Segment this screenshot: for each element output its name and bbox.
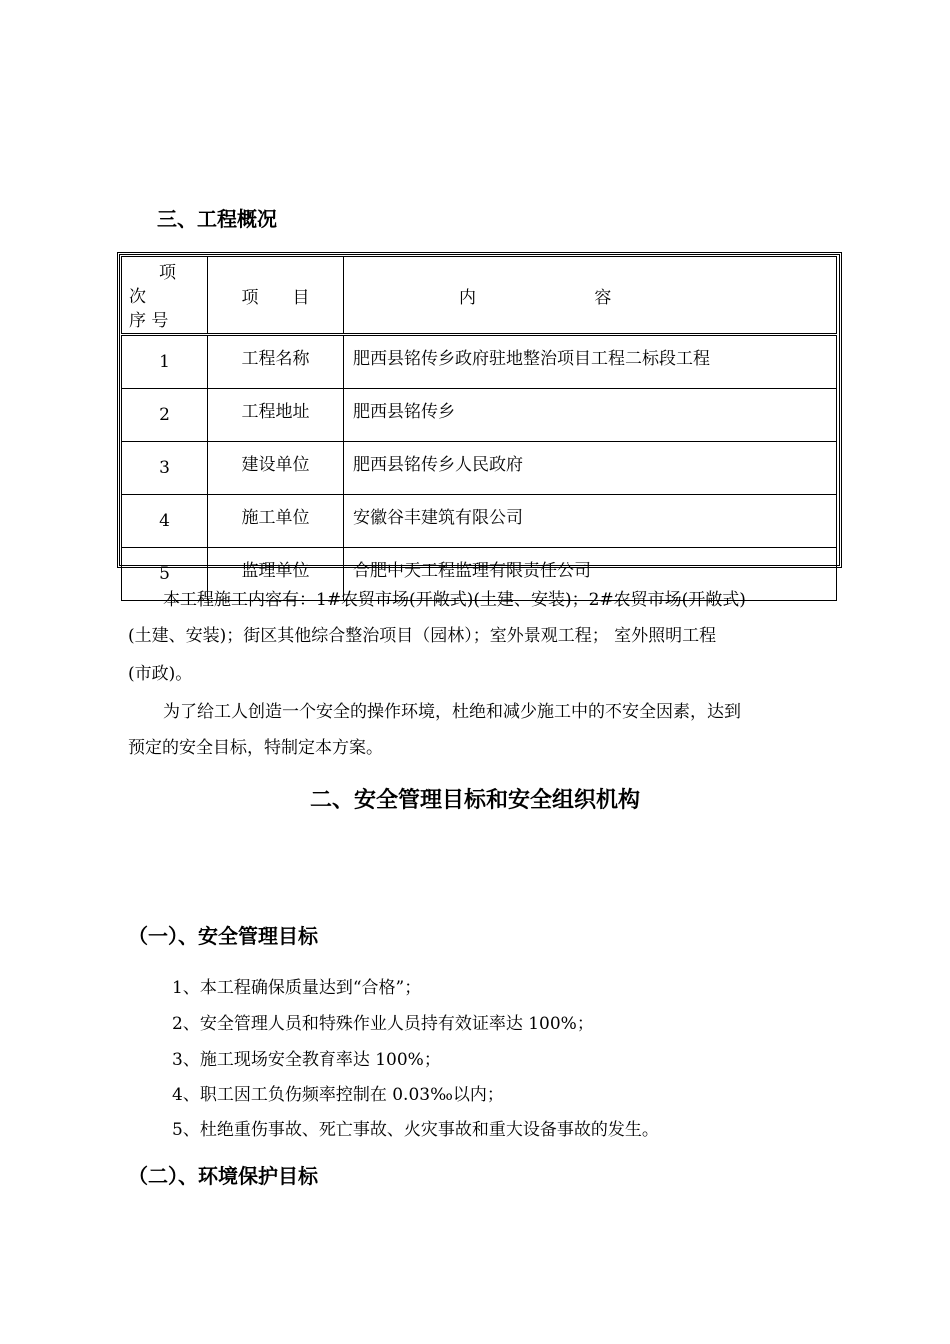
row-content: 肥西县铭传乡政府驻地整治项目工程二标段工程: [344, 335, 837, 389]
row-no: 4: [122, 495, 208, 548]
row-no: 2: [122, 389, 208, 442]
para1-line1: 本工程施工内容有：1#农贸市场(开敞式)(土建、安装)；2#农贸市场(开敞式): [163, 590, 746, 610]
header-content-label-right: 容: [594, 287, 612, 308]
table-row: [122, 442, 837, 495]
row-no: 3: [122, 442, 208, 495]
row-item: 监理单位: [208, 548, 344, 601]
header-content-cell: [344, 257, 837, 335]
para1-line2: (土建、安装)；街区其他综合整治项目（园林）；室外景观工程； 室外照明工程: [128, 626, 717, 646]
subsection-title-environment-goals: （二）、环境保护目标: [128, 1164, 318, 1188]
row-item: 施工单位: [208, 495, 344, 548]
subsection-title-safety-goals: （一）、安全管理目标: [128, 924, 318, 948]
row-item: 工程地址: [208, 389, 344, 442]
row-item: 建设单位: [208, 442, 344, 495]
para2-line1: 为了给工人创造一个安全的操作环境，杜绝和减少施工中的不安全因素，达到: [163, 702, 741, 722]
header-item-cell: [208, 257, 344, 335]
para2-line2: 预定的安全目标，特制定本方案。: [128, 738, 383, 758]
goal-item: 5、杜绝重伤事故、死亡事故、火灾事故和重大设备事故的发生。: [172, 1120, 659, 1140]
header-no-line1: 项: [159, 263, 176, 283]
header-no-line3: 序 号: [129, 311, 169, 331]
overview-table: [121, 256, 837, 601]
row-content: 肥西县铭传乡: [344, 389, 837, 442]
para1-line3: (市政)。: [128, 664, 193, 684]
goal-item: 4、职工因工负伤频率控制在 0.03‰以内；: [172, 1085, 504, 1105]
goal-item: 3、施工现场安全教育率达 100%；: [172, 1050, 441, 1070]
table-row: [122, 495, 837, 548]
goal-item: 1、本工程确保质量达到“合格”；: [172, 978, 422, 998]
header-no-line2: 次: [129, 287, 146, 307]
row-no: 1: [122, 335, 208, 389]
header-no-cell: [122, 257, 208, 335]
row-item: 工程名称: [208, 335, 344, 389]
table-row: [122, 335, 837, 389]
goal-item: 2、安全管理人员和特殊作业人员持有效证率达 100%；: [172, 1014, 594, 1034]
table-row: [122, 389, 837, 442]
row-content: 肥西县铭传乡人民政府: [344, 442, 837, 495]
row-content: 安徽谷丰建筑有限公司: [344, 495, 837, 548]
section-title-overview: 三、工程概况: [157, 207, 277, 231]
header-content-label-left: 内: [459, 287, 476, 308]
row-no: 5: [122, 548, 208, 601]
table-header-row: [122, 257, 837, 335]
row-content: 合肥中天工程监理有限责任公司: [344, 548, 837, 601]
section-title-safety: 二、安全管理目标和安全组织机构: [309, 788, 640, 813]
header-item-label: 项 目: [241, 287, 310, 308]
